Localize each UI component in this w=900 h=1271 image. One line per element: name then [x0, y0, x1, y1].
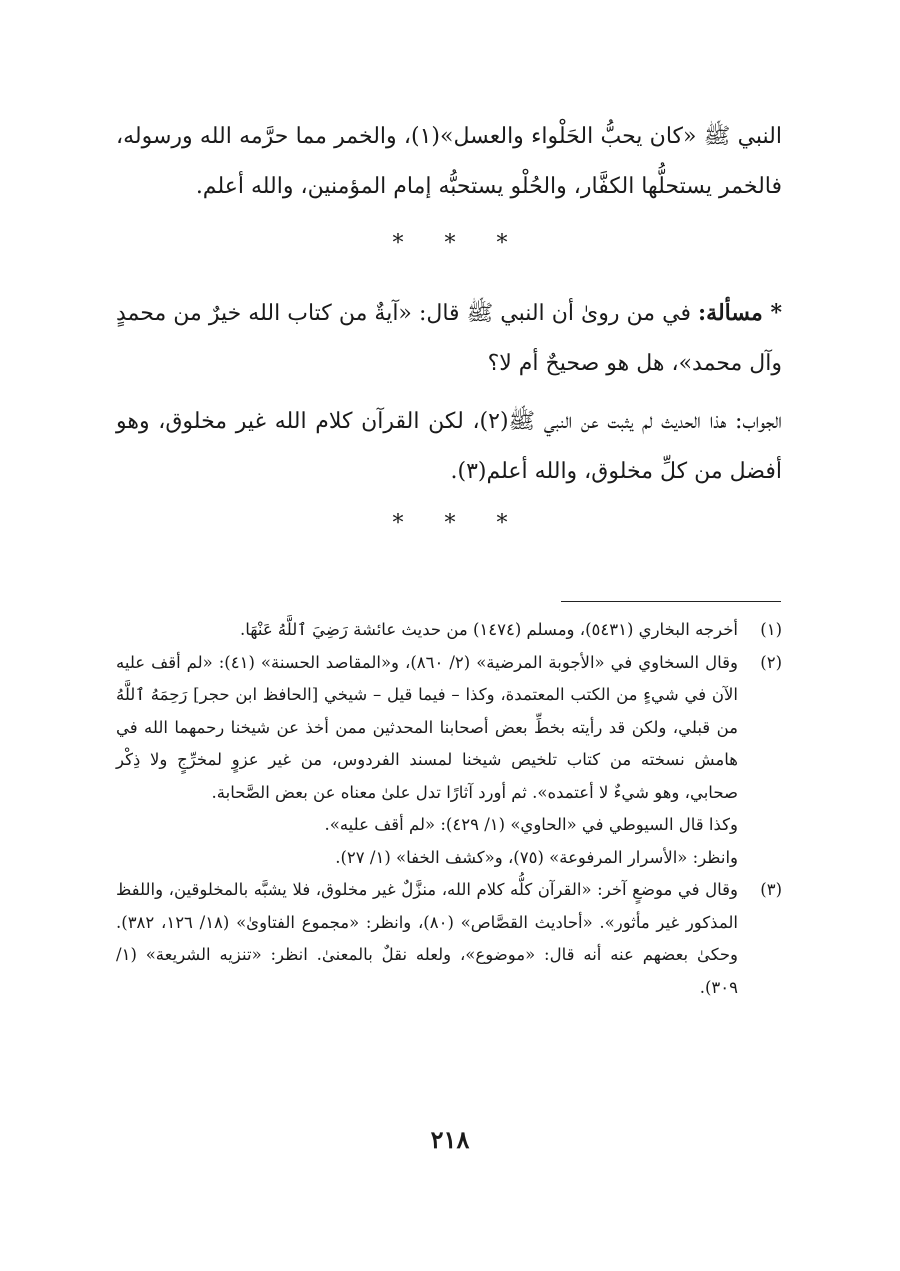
question-label: * مسألة: — [698, 300, 782, 326]
footnote-paragraph: وكذا قال السيوطي في «الحاوي» (١/ ٤٢٩): «لم أقف عليه». — [324, 815, 738, 834]
question-text: في من روىٰ أن النبي ﷺ قال: «آيةٌ من كتاب الله خيرٌ من محمدٍ وآل محمد»، هل هو صحيحٌ أم لا؟ — [116, 301, 782, 376]
footnotes — [116, 614, 782, 1004]
footnote-text — [116, 874, 738, 1004]
footnote-paragraph: أخرجه البخاري (٥٤٣١)، ومسلم (١٤٧٤) من حديث عائشة رَضِيَ ٱللَّهُ عَنْهَا. — [239, 620, 738, 639]
footnote-paragraph: وقال في موضعٍ آخر: «القرآن كلُّه كلام الله، منزَّلٌ غير مخلوق، فلا يشبَّه بالمخلوقين، واللفظ المذكور غير مأثور». «أحاديث القصَّاص» (٨٠)، وانظر: «مجموع الفتاوىٰ» (١٨/ ١٢٦، ٣٨٢). وحكىٰ بعضهم عنه أنه قال: «موضوع»، ولعله نقلٌ بالمعنىٰ. انظر: «تنزيه الشريعة» (١/ ٣٠٩). — [116, 880, 738, 997]
footnote-2 — [116, 647, 782, 875]
section-separator-1: * * * — [392, 231, 508, 256]
paragraph-sweets: النبي ﷺ «كان يحبُّ الحَلْواء والعسل»(١)، والخمر مما حرَّمه الله ورسوله، فالخمر يستحلُّها الكفَّار، والحُلْو يستحبُّه إمام المؤمنين، والله أعلم. — [116, 124, 782, 199]
page-number: ٢١٨ — [430, 1125, 470, 1154]
footnote-3 — [116, 874, 782, 1004]
footnote-number: (٣) — [760, 880, 782, 899]
question-paragraph — [116, 288, 782, 389]
footnote-number: (٢) — [760, 652, 782, 672]
answer-paragraph: الجواب: هذا الحديث لم يثبت عن النبي ﷺ(٢)، لكن القرآن كلام الله غير مخلوق، وهو أفضل من كلِّ مخلوق، والله أعلم(٣). — [116, 409, 782, 484]
section-separator-2: * * * — [392, 511, 508, 536]
question-block — [116, 288, 782, 497]
footnote-divider — [561, 601, 781, 602]
footnote-paragraph: وقال السخاوي في «الأجوبة المرضية» (٢/ ٨٦٠)، و«المقاصد الحسنة» (٤١): «لم أقف عليه الآن في شيءٍ من الكتب المعتمدة، وكذا – فيما قيل – شيخي [الحافظ ابن حجر] رَحِمَهُ ٱللَّهُ من قبلي، ولكن قد رأيته بخطِّ بعض أصحابنا المحدثين ممن أخذ عن شيخنا رحمهما الله في هامش نسخته من كتاب تلخيص شيخنا لمسند الفردوس، من غير عزوٍ لمخرِّجٍ ولا ذِكْر صحابي، وهو شيءٌ لا أعتمده». ثم أورد آثارًا تدل علىٰ معناه عن بعض الصَّحابة. — [116, 652, 738, 802]
footnote-text — [116, 647, 738, 875]
footnote-paragraph: وانظر: «الأسرار المرفوعة» (٧٥)، و«كشف الخفا» (١/ ٢٧). — [335, 847, 738, 867]
footnote-1 — [116, 614, 782, 647]
main-text — [116, 112, 782, 212]
footnote-text — [116, 614, 738, 647]
footnote-number: (١) — [760, 620, 782, 639]
